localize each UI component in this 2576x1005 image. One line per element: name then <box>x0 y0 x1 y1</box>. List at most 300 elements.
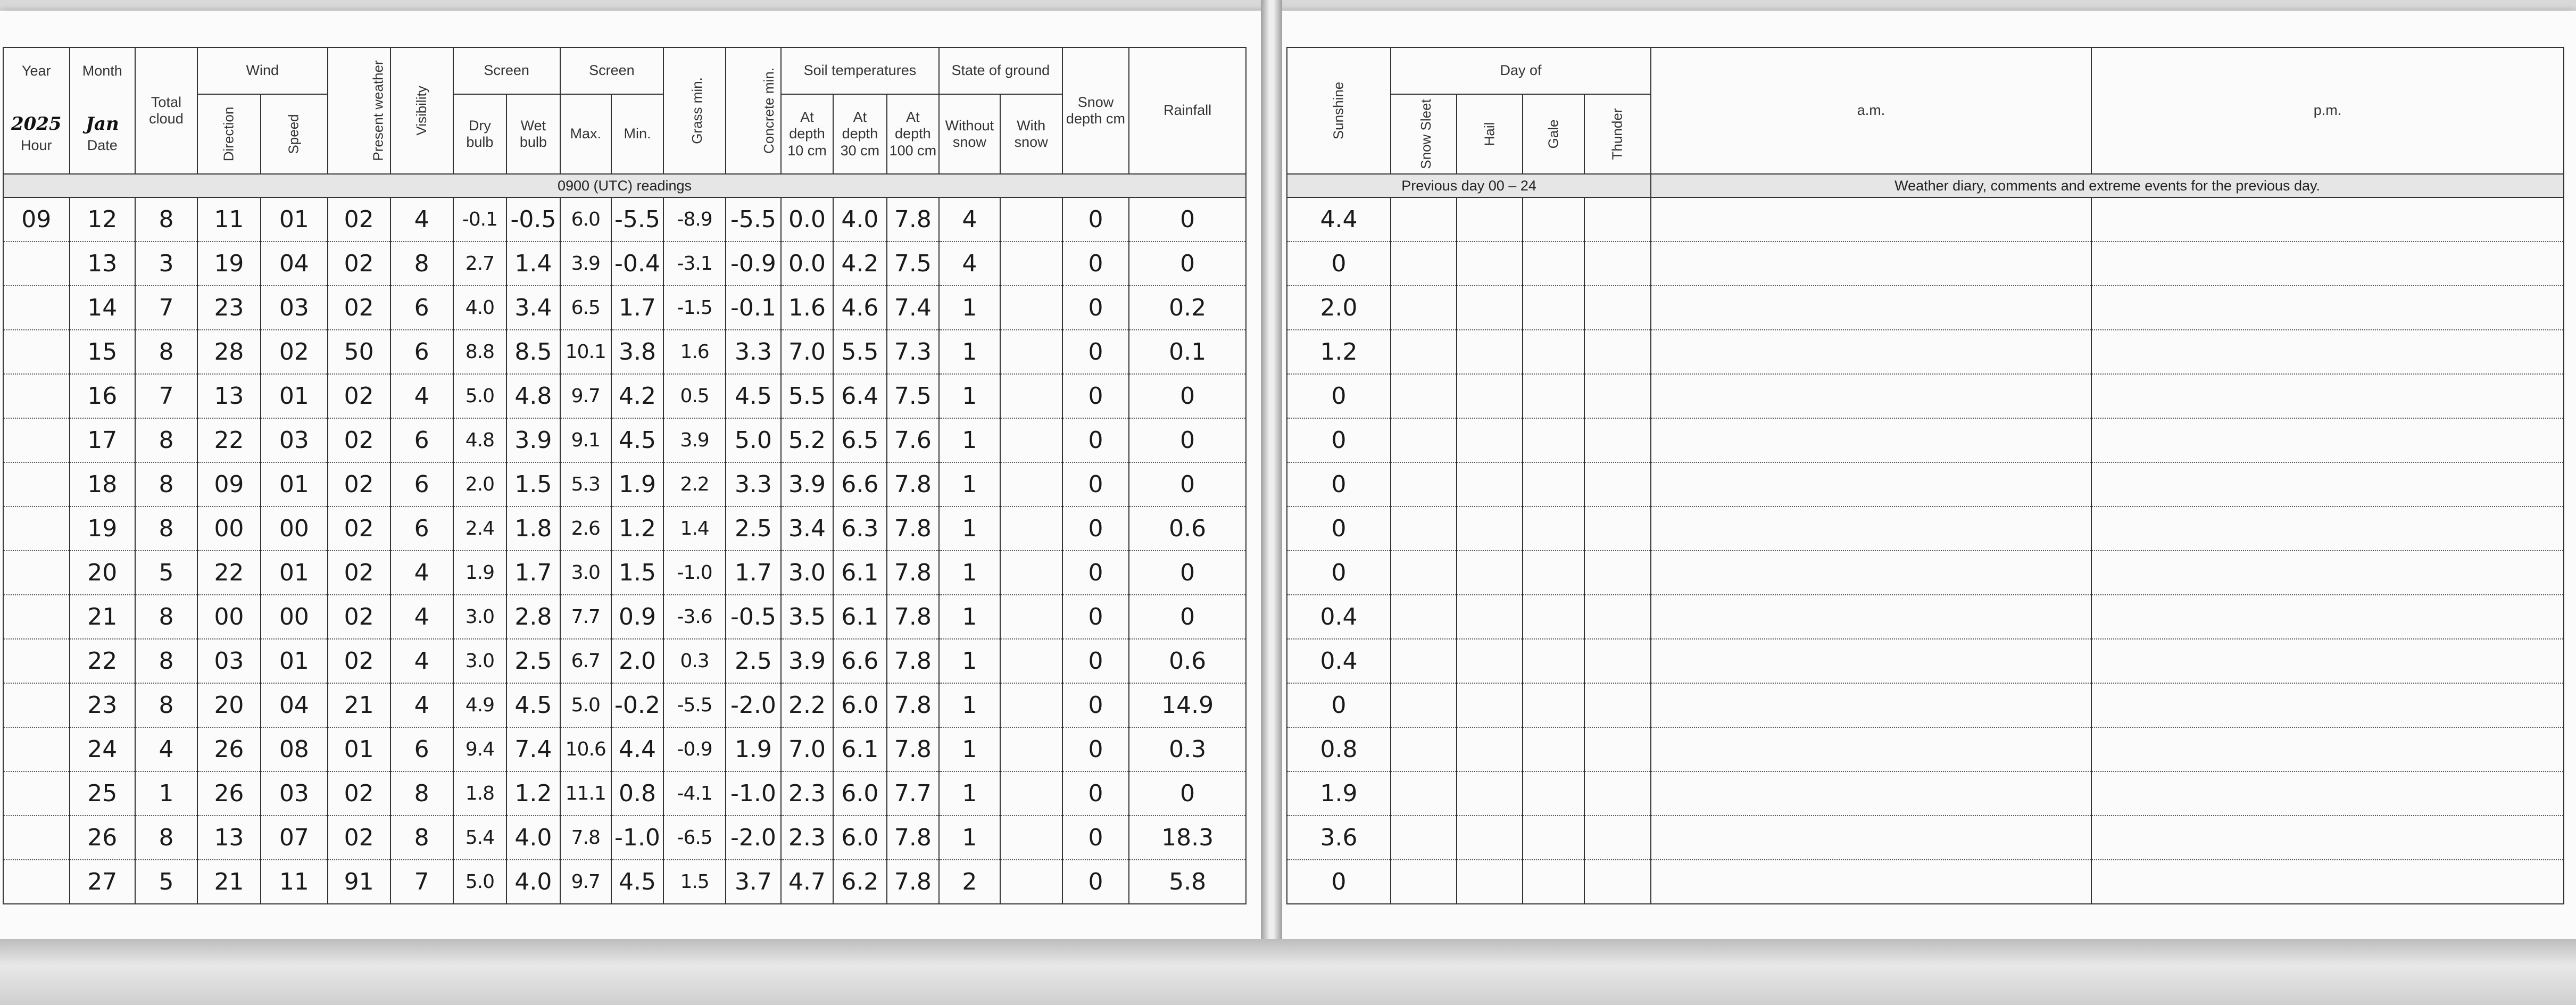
rainfall-cell: 0.1 <box>1129 330 1246 374</box>
book-gutter <box>1261 0 1282 1005</box>
date-cell: 25 <box>70 771 135 816</box>
rainfall-cell: 0 <box>1129 551 1246 595</box>
hour-cell <box>3 771 70 816</box>
diary-am-cell <box>1651 418 2091 462</box>
gale-cell <box>1523 551 1584 595</box>
table-row <box>3 683 1246 727</box>
diary-pm-cell <box>2091 595 2564 639</box>
soil-30cm-cell: 6.1 <box>833 595 887 639</box>
visibility-cell: 4 <box>390 197 453 242</box>
rainfall-cell: 0 <box>1129 771 1246 816</box>
snow-sleet-header: Snow Sleet <box>1391 94 1457 174</box>
diary-pm-cell <box>2091 816 2564 860</box>
day-of-header: Day of <box>1391 47 1651 94</box>
grass-min-cell: 1.4 <box>663 506 726 551</box>
rainfall-cell: 14.9 <box>1129 683 1246 727</box>
dry-bulb-cell: 8.8 <box>453 330 507 374</box>
wind-speed-cell: 00 <box>261 506 328 551</box>
wind-direction-cell: 23 <box>197 286 261 330</box>
sunshine-cell: 0 <box>1287 506 1391 551</box>
ground-without-snow-cell: 1 <box>939 816 1000 860</box>
wet-bulb-cell: 1.7 <box>506 551 560 595</box>
sunshine-cell: 0.4 <box>1287 595 1391 639</box>
diary-pm-cell <box>2091 860 2564 904</box>
snow-sleet-cell <box>1391 595 1457 639</box>
present-weather-cell: 02 <box>328 197 390 242</box>
concrete-min-cell: 4.5 <box>726 374 781 418</box>
snow-sleet-cell <box>1391 286 1457 330</box>
grass-min-cell: -6.5 <box>663 816 726 860</box>
hour-cell <box>3 286 70 330</box>
sunshine-cell: 1.9 <box>1287 771 1391 816</box>
min-header: Min. <box>611 94 663 174</box>
dry-bulb-cell: 5.0 <box>453 374 507 418</box>
total-cloud-cell: 8 <box>135 330 197 374</box>
ground-without-snow-cell: 4 <box>939 197 1000 242</box>
snow-sleet-cell <box>1391 374 1457 418</box>
wind-speed-cell: 03 <box>261 286 328 330</box>
present-weather-cell: 01 <box>328 727 390 771</box>
diary-am-cell <box>1651 197 2091 242</box>
diary-am-cell <box>1651 374 2091 418</box>
direction-header: Direction <box>197 94 261 174</box>
screen-max-cell: 5.3 <box>560 462 611 506</box>
ground-without-snow-cell: 1 <box>939 330 1000 374</box>
soil-100cm-header: At depth 100 cm <box>887 94 939 174</box>
table-row <box>3 197 1246 242</box>
snow-depth-header: Snow depth cm <box>1062 47 1129 174</box>
wind-direction-cell: 03 <box>197 639 261 683</box>
thunder-cell <box>1584 462 1651 506</box>
screen-max-cell: 6.0 <box>560 197 611 242</box>
soil-30cm-cell: 4.0 <box>833 197 887 242</box>
hour-cell <box>3 639 70 683</box>
wet-bulb-cell: 4.0 <box>506 816 560 860</box>
wind-speed-cell: 03 <box>261 418 328 462</box>
soil-30cm-cell: 4.2 <box>833 242 887 286</box>
snow-depth-cell: 0 <box>1062 683 1129 727</box>
hail-cell <box>1457 816 1523 860</box>
visibility-cell: 8 <box>390 771 453 816</box>
month-date-cell <box>70 94 135 174</box>
concrete-min-cell: -1.0 <box>726 771 781 816</box>
hail-cell <box>1457 551 1523 595</box>
grass-min-cell: 0.3 <box>663 639 726 683</box>
table-row <box>1287 197 2564 242</box>
screen-min-cell: 4.5 <box>611 860 663 904</box>
ground-with-snow-cell <box>1000 242 1062 286</box>
screen-max-cell: 2.6 <box>560 506 611 551</box>
present-weather-cell: 21 <box>328 683 390 727</box>
visibility-cell: 4 <box>390 374 453 418</box>
wet-bulb-header: Wet bulb <box>506 94 560 174</box>
wind-speed-cell: 01 <box>261 374 328 418</box>
thunder-cell <box>1584 506 1651 551</box>
date-cell: 13 <box>70 242 135 286</box>
screen-max-cell: 6.5 <box>560 286 611 330</box>
total-cloud-cell: 8 <box>135 506 197 551</box>
dry-bulb-header: Dry bulb <box>453 94 507 174</box>
snow-depth-cell: 0 <box>1062 771 1129 816</box>
dry-bulb-cell: 5.4 <box>453 816 507 860</box>
ground-with-snow-cell <box>1000 418 1062 462</box>
sunshine-header: Sunshine <box>1287 47 1391 174</box>
present-weather-cell: 02 <box>328 506 390 551</box>
hail-header: Hail <box>1457 94 1523 174</box>
soil-100cm-cell: 7.7 <box>887 771 939 816</box>
soil-30cm-cell: 6.5 <box>833 418 887 462</box>
ground-with-snow-cell <box>1000 330 1062 374</box>
table-row <box>3 816 1246 860</box>
thunder-cell <box>1584 639 1651 683</box>
ground-without-snow-cell: 1 <box>939 727 1000 771</box>
screen-max-cell: 9.1 <box>560 418 611 462</box>
diary-pm-cell <box>2091 771 2564 816</box>
dry-bulb-cell: 2.4 <box>453 506 507 551</box>
ground-without-snow-cell: 1 <box>939 286 1000 330</box>
wind-speed-cell: 00 <box>261 595 328 639</box>
grass-min-cell: 2.2 <box>663 462 726 506</box>
visibility-cell: 6 <box>390 462 453 506</box>
sunshine-cell: 0 <box>1287 242 1391 286</box>
snow-depth-cell: 0 <box>1062 418 1129 462</box>
concrete-min-cell: -0.1 <box>726 286 781 330</box>
hail-cell <box>1457 771 1523 816</box>
page-shadow <box>0 939 2576 1005</box>
concrete-min-cell: 3.7 <box>726 860 781 904</box>
wind-direction-cell: 00 <box>197 595 261 639</box>
diary-pm-cell <box>2091 418 2564 462</box>
date-cell: 27 <box>70 860 135 904</box>
wet-bulb-cell: 4.8 <box>506 374 560 418</box>
snow-depth-cell: 0 <box>1062 462 1129 506</box>
screen-max-cell: 9.7 <box>560 374 611 418</box>
ground-without-snow-cell: 1 <box>939 551 1000 595</box>
diary-am-cell <box>1651 242 2091 286</box>
wind-direction-cell: 09 <box>197 462 261 506</box>
table-row <box>1287 374 2564 418</box>
max-header: Max. <box>560 94 611 174</box>
soil-30cm-cell: 6.1 <box>833 727 887 771</box>
sunshine-cell: 0 <box>1287 418 1391 462</box>
dry-bulb-cell: 1.9 <box>453 551 507 595</box>
table-row <box>3 286 1246 330</box>
visibility-cell: 8 <box>390 816 453 860</box>
soil-10cm-cell: 1.6 <box>781 286 833 330</box>
snow-sleet-cell <box>1391 639 1457 683</box>
hail-cell <box>1457 197 1523 242</box>
dry-bulb-cell: 4.8 <box>453 418 507 462</box>
ground-without-snow-cell: 1 <box>939 771 1000 816</box>
ground-without-snow-cell: 1 <box>939 595 1000 639</box>
rainfall-cell: 0.2 <box>1129 286 1246 330</box>
ground-with-snow-cell <box>1000 771 1062 816</box>
soil-10cm-cell: 4.7 <box>781 860 833 904</box>
wind-direction-cell: 22 <box>197 418 261 462</box>
grass-min-cell: 0.5 <box>663 374 726 418</box>
readings-banner: 0900 (UTC) readings <box>3 174 1246 197</box>
snow-depth-cell: 0 <box>1062 816 1129 860</box>
snow-depth-cell: 0 <box>1062 330 1129 374</box>
grass-min-cell: -1.5 <box>663 286 726 330</box>
total-cloud-cell: 8 <box>135 462 197 506</box>
soil-100cm-cell: 7.8 <box>887 860 939 904</box>
ground-with-snow-cell <box>1000 816 1062 860</box>
grass-min-cell: -4.1 <box>663 771 726 816</box>
diary-pm-cell <box>2091 242 2564 286</box>
screen-min-cell: 1.7 <box>611 286 663 330</box>
soil-10cm-cell: 5.2 <box>781 418 833 462</box>
screen-min-cell: -0.2 <box>611 683 663 727</box>
screen-min-cell: 3.8 <box>611 330 663 374</box>
diary-am-cell <box>1651 551 2091 595</box>
wind-speed-cell: 07 <box>261 816 328 860</box>
screen-min-cell: 2.0 <box>611 639 663 683</box>
table-row <box>1287 462 2564 506</box>
hour-cell <box>3 330 70 374</box>
wind-direction-cell: 00 <box>197 506 261 551</box>
sunshine-cell: 0 <box>1287 860 1391 904</box>
wind-direction-cell: 13 <box>197 816 261 860</box>
ground-with-snow-cell <box>1000 639 1062 683</box>
soil-100cm-cell: 7.8 <box>887 639 939 683</box>
table-row <box>3 462 1246 506</box>
soil-30cm-cell: 6.6 <box>833 462 887 506</box>
screen-header-1: Screen <box>453 47 560 94</box>
total-cloud-cell: 8 <box>135 816 197 860</box>
wind-speed-cell: 01 <box>261 462 328 506</box>
wet-bulb-cell: 2.8 <box>506 595 560 639</box>
concrete-min-cell: 1.7 <box>726 551 781 595</box>
concrete-min-cell: 3.3 <box>726 330 781 374</box>
thunder-cell <box>1584 727 1651 771</box>
soil-30cm-header: At depth 30 cm <box>833 94 887 174</box>
hail-cell <box>1457 242 1523 286</box>
total-cloud-cell: 8 <box>135 683 197 727</box>
thunder-cell <box>1584 771 1651 816</box>
hail-cell <box>1457 330 1523 374</box>
thunder-cell <box>1584 683 1651 727</box>
diary-am-cell <box>1651 639 2091 683</box>
year-label: Year <box>3 47 70 94</box>
rainfall-cell: 0.6 <box>1129 639 1246 683</box>
wet-bulb-cell: 1.4 <box>506 242 560 286</box>
rainfall-header: Rainfall <box>1129 47 1246 174</box>
gale-cell <box>1523 418 1584 462</box>
soil-10cm-cell: 0.0 <box>781 197 833 242</box>
table-row <box>3 595 1246 639</box>
table-row <box>3 639 1246 683</box>
screen-min-cell: -1.0 <box>611 816 663 860</box>
gale-cell <box>1523 771 1584 816</box>
with-snow-header: With snow <box>1000 94 1062 174</box>
sunshine-cell: 0 <box>1287 374 1391 418</box>
snow-sleet-cell <box>1391 727 1457 771</box>
sunshine-cell: 3.6 <box>1287 816 1391 860</box>
hour-label: Hour <box>21 137 52 153</box>
wet-bulb-cell: -0.5 <box>506 197 560 242</box>
screen-min-cell: 4.4 <box>611 727 663 771</box>
ground-with-snow-cell <box>1000 860 1062 904</box>
soil-10cm-cell: 2.2 <box>781 683 833 727</box>
soil-100cm-cell: 7.8 <box>887 197 939 242</box>
ground-without-snow-cell: 1 <box>939 374 1000 418</box>
dry-bulb-cell: 4.0 <box>453 286 507 330</box>
wind-speed-cell: 04 <box>261 683 328 727</box>
date-cell: 16 <box>70 374 135 418</box>
present-weather-cell: 02 <box>328 374 390 418</box>
wind-direction-cell: 19 <box>197 242 261 286</box>
sunshine-cell: 0 <box>1287 551 1391 595</box>
gale-cell <box>1523 639 1584 683</box>
table-row <box>1287 639 2564 683</box>
soil-100cm-cell: 7.5 <box>887 242 939 286</box>
diary-pm-cell <box>2091 683 2564 727</box>
gale-cell <box>1523 506 1584 551</box>
wet-bulb-cell: 4.5 <box>506 683 560 727</box>
date-cell: 19 <box>70 506 135 551</box>
date-cell: 24 <box>70 727 135 771</box>
snow-sleet-cell <box>1391 418 1457 462</box>
hail-cell <box>1457 727 1523 771</box>
soil-30cm-cell: 6.1 <box>833 551 887 595</box>
rainfall-cell: 0 <box>1129 595 1246 639</box>
thunder-cell <box>1584 330 1651 374</box>
soil-10cm-cell: 7.0 <box>781 330 833 374</box>
present-weather-cell: 91 <box>328 860 390 904</box>
wind-direction-cell: 26 <box>197 771 261 816</box>
diary-pm-cell <box>2091 727 2564 771</box>
hour-cell <box>3 683 70 727</box>
gale-cell <box>1523 374 1584 418</box>
total-cloud-cell: 8 <box>135 639 197 683</box>
snow-depth-cell: 0 <box>1062 242 1129 286</box>
screen-min-cell: 1.5 <box>611 551 663 595</box>
present-weather-cell: 02 <box>328 771 390 816</box>
without-snow-header: Without snow <box>939 94 1000 174</box>
snow-sleet-cell <box>1391 330 1457 374</box>
hour-cell <box>3 595 70 639</box>
snow-sleet-cell <box>1391 771 1457 816</box>
thunder-cell <box>1584 418 1651 462</box>
wind-direction-cell: 26 <box>197 727 261 771</box>
total-cloud-cell: 5 <box>135 551 197 595</box>
wet-bulb-cell: 1.8 <box>506 506 560 551</box>
screen-max-cell: 11.1 <box>560 771 611 816</box>
wet-bulb-cell: 4.0 <box>506 860 560 904</box>
soil-100cm-cell: 7.8 <box>887 462 939 506</box>
soil-100cm-cell: 7.5 <box>887 374 939 418</box>
snow-sleet-cell <box>1391 197 1457 242</box>
grass-min-cell: -5.5 <box>663 683 726 727</box>
wet-bulb-cell: 3.9 <box>506 418 560 462</box>
present-weather-cell: 02 <box>328 639 390 683</box>
screen-max-cell: 6.7 <box>560 639 611 683</box>
rainfall-cell: 0.3 <box>1129 727 1246 771</box>
present-weather-cell: 02 <box>328 551 390 595</box>
screen-max-cell: 10.6 <box>560 727 611 771</box>
table-row <box>1287 860 2564 904</box>
soil-30cm-cell: 6.4 <box>833 374 887 418</box>
dry-bulb-cell: 1.8 <box>453 771 507 816</box>
sunshine-cell: 2.0 <box>1287 286 1391 330</box>
rainfall-cell: 0.6 <box>1129 506 1246 551</box>
table-row <box>1287 595 2564 639</box>
dry-bulb-cell: 5.0 <box>453 860 507 904</box>
present-weather-cell: 02 <box>328 418 390 462</box>
present-weather-cell: 02 <box>328 286 390 330</box>
wind-speed-cell: 02 <box>261 330 328 374</box>
visibility-cell: 6 <box>390 727 453 771</box>
table-row <box>3 242 1246 286</box>
diary-banner: Weather diary, comments and extreme events for the previous day. <box>1651 174 2564 197</box>
gale-cell <box>1523 197 1584 242</box>
screen-max-cell: 5.0 <box>560 683 611 727</box>
screen-max-cell: 10.1 <box>560 330 611 374</box>
hail-cell <box>1457 595 1523 639</box>
soil-100cm-cell: 7.4 <box>887 286 939 330</box>
screen-min-cell: 4.5 <box>611 418 663 462</box>
dry-bulb-cell: 2.0 <box>453 462 507 506</box>
soil-10cm-cell: 5.5 <box>781 374 833 418</box>
dry-bulb-cell: -0.1 <box>453 197 507 242</box>
screen-max-cell: 7.8 <box>560 816 611 860</box>
total-cloud-cell: 7 <box>135 374 197 418</box>
diary-am-cell <box>1651 816 2091 860</box>
hour-cell <box>3 418 70 462</box>
ground-with-snow-cell <box>1000 197 1062 242</box>
snow-sleet-cell <box>1391 506 1457 551</box>
ground-with-snow-cell <box>1000 506 1062 551</box>
hour-cell <box>3 242 70 286</box>
snow-depth-cell: 0 <box>1062 639 1129 683</box>
soil-10cm-cell: 3.9 <box>781 639 833 683</box>
soil-30cm-cell: 6.3 <box>833 506 887 551</box>
wind-direction-cell: 13 <box>197 374 261 418</box>
table-row <box>1287 816 2564 860</box>
diary-pm-cell <box>2091 551 2564 595</box>
diary-pm-cell <box>2091 462 2564 506</box>
snow-depth-cell: 0 <box>1062 860 1129 904</box>
diary-pm-cell <box>2091 506 2564 551</box>
concrete-min-cell: -2.0 <box>726 683 781 727</box>
soil-10cm-cell: 2.3 <box>781 816 833 860</box>
rainfall-cell: 0 <box>1129 374 1246 418</box>
diary-pm-cell <box>2091 286 2564 330</box>
snow-depth-cell: 0 <box>1062 595 1129 639</box>
date-cell: 18 <box>70 462 135 506</box>
soil-10cm-header: At depth 10 cm <box>781 94 833 174</box>
previous-day-banner: Previous day 00 – 24 <box>1287 174 1651 197</box>
visibility-header: Visibility <box>390 47 453 174</box>
sunshine-cell: 0 <box>1287 462 1391 506</box>
snow-depth-cell: 0 <box>1062 727 1129 771</box>
screen-max-cell: 3.0 <box>560 551 611 595</box>
table-row <box>3 860 1246 904</box>
screen-min-cell: -5.5 <box>611 197 663 242</box>
snow-sleet-cell <box>1391 683 1457 727</box>
thunder-cell <box>1584 242 1651 286</box>
rainfall-cell: 0 <box>1129 242 1246 286</box>
diary-pm-cell <box>2091 197 2564 242</box>
grass-min-cell: -3.1 <box>663 242 726 286</box>
wind-speed-cell: 01 <box>261 197 328 242</box>
concrete-min-cell: 5.0 <box>726 418 781 462</box>
ground-without-snow-cell: 1 <box>939 683 1000 727</box>
pm-header: p.m. <box>2091 47 2564 174</box>
wet-bulb-cell: 1.5 <box>506 462 560 506</box>
ground-without-snow-cell: 4 <box>939 242 1000 286</box>
